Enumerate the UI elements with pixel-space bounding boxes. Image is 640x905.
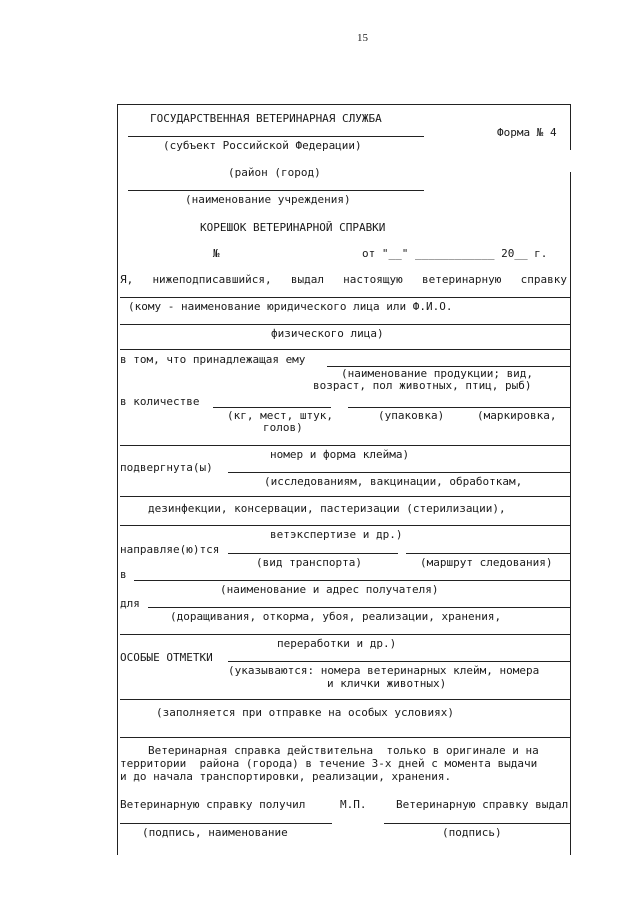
recipient-caption-1: (кому - наименование юридического лица или Ф.И.О. (128, 300, 453, 313)
validity-line-1: Ветеринарная справка действительна только в оригинале и на (148, 744, 539, 757)
treatment-line-2 (120, 496, 570, 497)
stamp-caption: номер и форма клейма) (270, 448, 410, 461)
subject-line (128, 136, 424, 137)
route-line (406, 553, 570, 554)
institution-caption: (наименование учреждения) (185, 193, 351, 206)
treatment-caption-1: (исследованиям, вакцинации, обработкам, (264, 475, 523, 488)
page-number: 15 (357, 32, 368, 44)
intro-word: выдал (290, 273, 324, 286)
received-caption: (подпись, наименование (142, 826, 288, 839)
product-caption-1: (наименование продукции; вид, (341, 367, 534, 380)
subject-caption: (субъект Российской Федерации) (163, 139, 362, 152)
stamp-line (120, 445, 570, 446)
special-line (228, 661, 570, 662)
form-right-border (570, 104, 571, 150)
for-label: для (120, 597, 140, 610)
quantity-line-b (348, 407, 570, 408)
issued-label: Ветеринарную справку выдал (396, 798, 569, 811)
quantity-label: в количестве (120, 395, 200, 408)
issued-signature-line (384, 823, 570, 824)
received-label: Ветеринарную справку получил (120, 798, 306, 811)
to-label: в (120, 568, 127, 581)
intro-word: нижеподписавшийся, (152, 273, 272, 286)
received-signature-line (120, 823, 332, 824)
receiver-caption: (наименование и адрес получателя) (220, 583, 439, 596)
special-line-2 (120, 699, 570, 700)
belongs-line-1 (120, 349, 570, 350)
treatment-caption-3: ветэкспертизе и др.) (270, 528, 403, 541)
institution-line (128, 190, 424, 191)
purpose-line-2 (120, 634, 570, 635)
recipient-caption-2: физического лица) (271, 327, 384, 340)
validity-line-2: территории района (города) в течение 3-х дней с момента выдачи (120, 757, 538, 770)
special-conditions-caption: (заполняется при отправке на особых условиях) (156, 706, 455, 719)
recipient-line-1 (120, 297, 570, 298)
form-left-border (117, 104, 118, 855)
belongs-label: в том, что принадлежащая ему (120, 353, 306, 366)
special-marks-label: ОСОБЫЕ ОТМЕТКИ (120, 651, 213, 664)
directed-label: направляе(ю)тся (120, 543, 220, 556)
treatment-line-3 (120, 525, 570, 526)
transport-line (228, 553, 398, 554)
service-name: ГОСУДАРСТВЕННАЯ ВЕТЕРИНАРНАЯ СЛУЖБА (150, 112, 382, 125)
date-field: от "__" ____________ 20__ г. (362, 247, 548, 260)
receiver-line (134, 580, 570, 581)
special-caption-1: (указываются: номера ветеринарных клейм, номера (228, 664, 540, 677)
quantity-caption-2: голов) (263, 421, 303, 434)
quantity-line-a (213, 407, 331, 408)
purpose-line (148, 607, 570, 608)
treatment-caption-2: дезинфекции, консервации, пастеризации (стерилизации), (148, 502, 506, 515)
issued-caption: (подпись) (442, 826, 502, 839)
purpose-caption-1: (доращивания, откорма, убоя, реализации, хранения, (170, 610, 502, 623)
form-right-border-lower (570, 172, 571, 855)
intro-word: ветеринарную (421, 273, 502, 286)
form-top-border (117, 104, 570, 105)
intro-word: Я, (120, 273, 134, 286)
subjected-line (228, 472, 570, 473)
intro-line (120, 273, 567, 286)
quantity-caption-1: (кг, мест, штук, (227, 409, 333, 422)
marking-caption: (маркировка, (477, 409, 557, 422)
transport-caption: (вид транспорта) (256, 556, 362, 569)
recipient-line-2 (120, 324, 570, 325)
product-caption-2: возраст, пол животных, птиц, рыб) (313, 379, 532, 392)
intro-word: справку (520, 273, 567, 286)
document-title: КОРЕШОК ВЕТЕРИНАРНОЙ СПРАВКИ (200, 221, 386, 234)
intro-word: настоящую (343, 273, 403, 286)
number-label: № (213, 247, 220, 260)
route-caption: (маршрут следования) (420, 556, 553, 569)
district-caption: (район (город) (228, 166, 321, 179)
special-caption-2: и клички животных) (327, 677, 447, 690)
validity-line-3: и до начала транспортировки, реализации, хранения. (120, 770, 452, 783)
packaging-caption: (упаковка) (378, 409, 445, 422)
purpose-caption-2: переработки и др.) (277, 637, 397, 650)
special-line-3 (120, 737, 570, 738)
subjected-label: подвергнута(ы) (120, 461, 213, 474)
seal-label: М.П. (340, 798, 367, 811)
form-number-label: Форма № 4 (497, 126, 557, 139)
